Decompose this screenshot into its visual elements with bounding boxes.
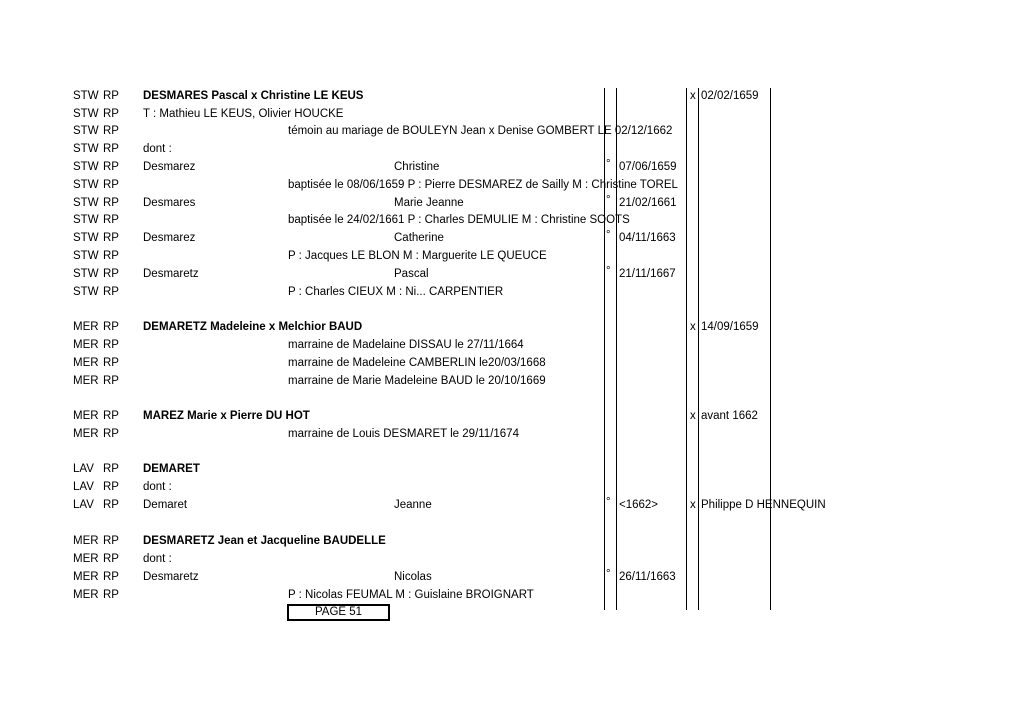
birth-mark: ° (606, 194, 611, 206)
column-rule-4 (698, 88, 699, 610)
parish-code: MER (73, 589, 99, 601)
entry-note: P : Charles CIEUX M : Ni... CARPENTIER (288, 286, 504, 298)
birth-mark: ° (606, 568, 611, 580)
record-type: RP (103, 339, 119, 351)
record-type: RP (103, 232, 119, 244)
marriage-mark: x (690, 410, 696, 422)
marriage-mark: x (690, 321, 696, 333)
birth-mark: ° (606, 496, 611, 508)
record-type: RP (103, 197, 119, 209)
entry-name: Desmarez (143, 232, 196, 244)
family-heading: DEMARET (143, 463, 200, 475)
birth-mark: ° (606, 229, 611, 241)
record-type: RP (103, 108, 119, 120)
page-number-box (287, 604, 390, 621)
first-name: Christine (394, 161, 440, 173)
record-type: RP (103, 321, 119, 333)
record-type: RP (103, 535, 119, 547)
parish-code: STW (73, 143, 99, 155)
column-rule-2 (616, 88, 617, 610)
parish-code: MER (73, 571, 99, 583)
entry-note: marraine de Madeleine CAMBERLIN le20/03/1668 (288, 357, 546, 369)
birth-mark: ° (606, 158, 611, 170)
entry-name: T : Mathieu LE KEUS, Olivier HOUCKE (143, 108, 344, 120)
record-type: RP (103, 571, 119, 583)
first-name: Marie Jeanne (394, 197, 464, 209)
family-heading: DEMARETZ Madeleine x Melchior BAUD (143, 321, 363, 333)
parish-code: MER (73, 339, 99, 351)
birth-date: 07/06/1659 (619, 161, 677, 173)
column-rule-1 (604, 88, 605, 610)
entry-note: baptisée le 08/06/1659 P : Pierre DESMAREZ de Sailly M : Christine TOREL (288, 179, 678, 191)
parish-code: MER (73, 357, 99, 369)
record-type: RP (103, 589, 119, 601)
marriage-date: avant 1662 (701, 410, 758, 422)
entry-note: P : Jacques LE BLON M : Marguerite LE QUEUCE (288, 250, 547, 262)
entry-name: dont : (143, 143, 172, 155)
parish-code: STW (73, 268, 99, 280)
parish-code: MER (73, 375, 99, 387)
parish-code: STW (73, 232, 99, 244)
parish-code: STW (73, 286, 99, 298)
record-type: RP (103, 250, 119, 262)
record-type: RP (103, 90, 119, 102)
record-type: RP (103, 268, 119, 280)
parish-code: STW (73, 125, 99, 137)
entry-note: marraine de Marie Madeleine BAUD le 20/10/1669 (288, 375, 546, 387)
marriage-date: Philippe D HENNEQUIN (701, 499, 826, 511)
record-type: RP (103, 143, 119, 155)
record-type: RP (103, 179, 119, 191)
record-type: RP (103, 161, 119, 173)
parish-code: MER (73, 428, 99, 440)
marriage-mark: x (690, 499, 696, 511)
column-rule-3 (686, 88, 687, 610)
entry-name: Desmaretz (143, 268, 199, 280)
marriage-mark: x (690, 90, 696, 102)
parish-code: LAV (73, 463, 94, 475)
record-type: RP (103, 214, 119, 226)
parish-code: STW (73, 90, 99, 102)
entry-name: Desmares (143, 197, 196, 209)
record-type: RP (103, 499, 119, 511)
parish-code: STW (73, 179, 99, 191)
entry-name: Desmaretz (143, 571, 199, 583)
record-type: RP (103, 410, 119, 422)
record-type: RP (103, 357, 119, 369)
parish-code: STW (73, 214, 99, 226)
entry-name: dont : (143, 553, 172, 565)
column-rule-5 (770, 88, 771, 610)
parish-code: MER (73, 321, 99, 333)
marriage-date: 02/02/1659 (701, 90, 759, 102)
entry-note: baptisée le 24/02/1661 P : Charles DEMULIE M : Christine SOOTS (288, 214, 630, 226)
record-type: RP (103, 463, 119, 475)
first-name: Catherine (394, 232, 444, 244)
record-type: RP (103, 428, 119, 440)
entry-note: marraine de Louis DESMARET le 29/11/1674 (288, 428, 519, 440)
parish-code: STW (73, 161, 99, 173)
record-type: RP (103, 375, 119, 387)
family-heading: MAREZ Marie x Pierre DU HOT (143, 410, 310, 422)
parish-code: STW (73, 250, 99, 262)
birth-date: 21/02/1661 (619, 197, 677, 209)
parish-code: LAV (73, 481, 94, 493)
parish-code: MER (73, 553, 99, 565)
first-name: Nicolas (394, 571, 432, 583)
birth-date: <1662> (619, 499, 659, 511)
birth-mark: ° (606, 265, 611, 277)
entry-name: Desmarez (143, 161, 196, 173)
parish-code: MER (73, 535, 99, 547)
entry-note: P : Nicolas FEUMAL M : Guislaine BROIGNART (288, 589, 534, 601)
birth-date: 21/11/1667 (619, 268, 676, 280)
marriage-date: 14/09/1659 (701, 321, 759, 333)
record-type: RP (103, 481, 119, 493)
entry-note: témoin au mariage de BOULEYN Jean x Denise GOMBERT LE 02/12/1662 (288, 125, 673, 137)
family-heading: DESMARES Pascal x Christine LE KEUS (143, 90, 364, 102)
birth-date: 04/11/1663 (619, 232, 676, 244)
family-heading: DESMARETZ Jean et Jacqueline BAUDELLE (143, 535, 386, 547)
entry-name: Demaret (143, 499, 188, 511)
birth-date: 26/11/1663 (619, 571, 676, 583)
first-name: Jeanne (394, 499, 432, 511)
parish-code: STW (73, 108, 99, 120)
record-type: RP (103, 125, 119, 137)
page-number: PAGE 51 (314, 606, 363, 618)
entry-note: marraine de Madelaine DISSAU le 27/11/1664 (288, 339, 524, 351)
first-name: Pascal (394, 268, 429, 280)
record-type: RP (103, 553, 119, 565)
parish-code: MER (73, 410, 99, 422)
entry-name: dont : (143, 481, 172, 493)
record-type: RP (103, 286, 119, 298)
parish-code: STW (73, 197, 99, 209)
parish-code: LAV (73, 499, 94, 511)
